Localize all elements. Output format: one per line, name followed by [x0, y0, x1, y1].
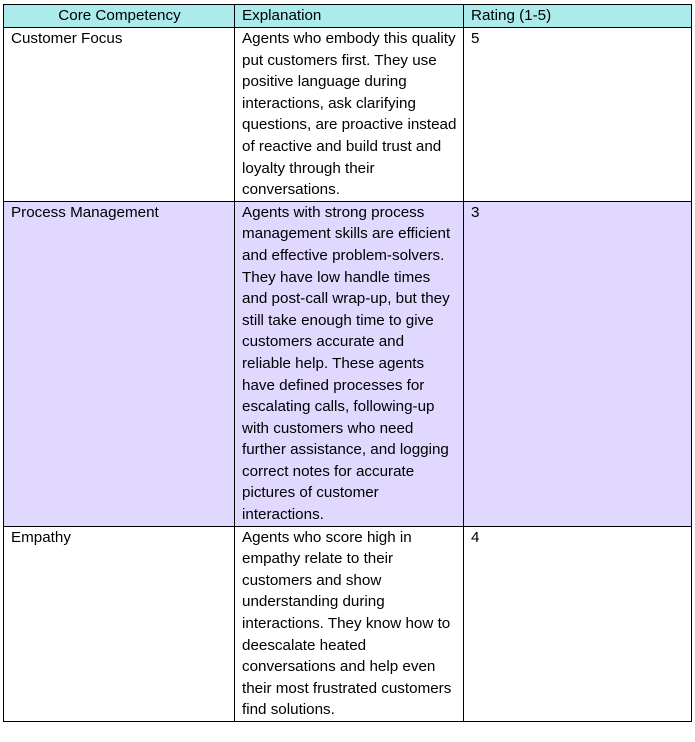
- header-explanation: Explanation: [235, 5, 464, 28]
- table-row: [4, 201, 692, 526]
- rating-cell: 5: [464, 28, 692, 202]
- competency-table: [3, 4, 692, 722]
- table-header-row: [4, 5, 692, 28]
- competency-cell: Empathy: [4, 526, 235, 721]
- header-core-competency: Core Competency: [4, 5, 235, 28]
- competency-cell: Process Management: [4, 201, 235, 526]
- competency-table-container: [3, 4, 691, 722]
- rating-cell: 4: [464, 526, 692, 721]
- explanation-cell: Agents who embody this quality put customers first. They use positive language during interactions, ask clarifying questions, are proactive instead of reactive and build trust and loyalty through their conversations.: [235, 28, 464, 202]
- competency-cell: Customer Focus: [4, 28, 235, 202]
- rating-cell: 3: [464, 201, 692, 526]
- explanation-cell: Agents with strong process management skills are efficient and effective problem-solvers. They have low handle times and post-call wrap-up, but they still take enough time to give customers accurate and reliable help. These agents have defined processes for escalating calls, following-up with customers who need further assistance, and logging correct notes for accurate pictures of customer interactions.: [235, 201, 464, 526]
- header-rating: Rating (1-5): [464, 5, 692, 28]
- explanation-cell: Agents who score high in empathy relate to their customers and show understanding during interactions. They know how to deescalate heated conversations and help even their most frustrated customers find solutions.: [235, 526, 464, 721]
- table-row: [4, 28, 692, 202]
- table-row: [4, 526, 692, 721]
